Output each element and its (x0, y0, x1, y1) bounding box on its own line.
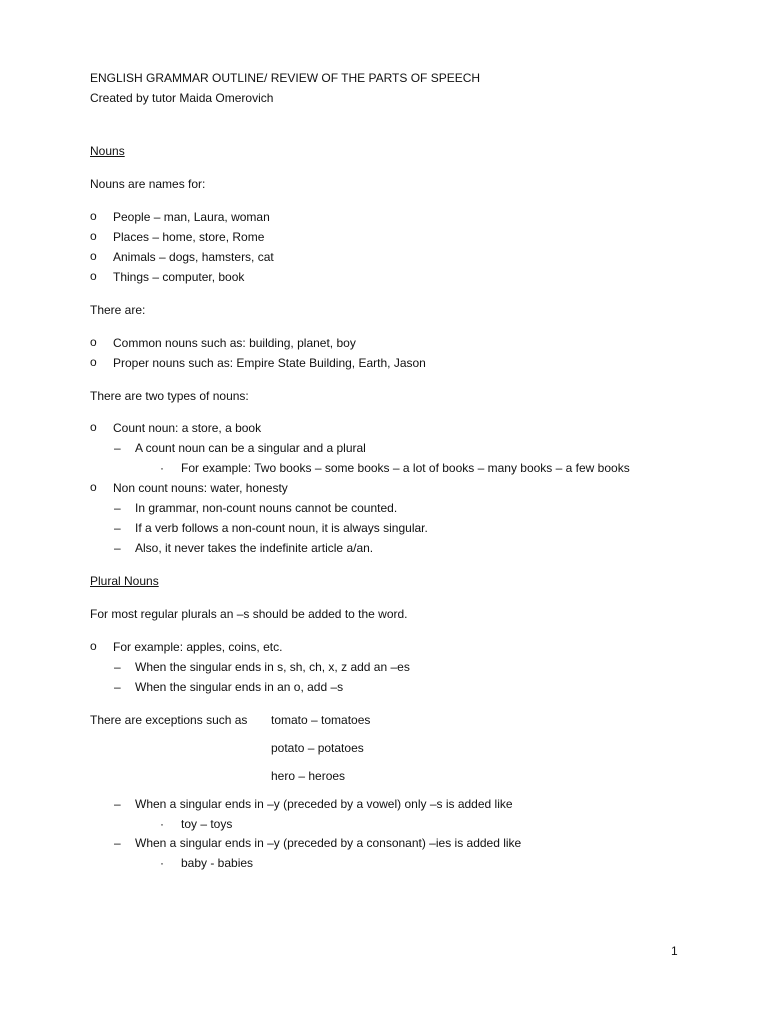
list-subitem: If a verb follows a non-count noun, it is always singular. (135, 521, 428, 535)
circle-bullet-icon: o (90, 209, 97, 223)
square-bullet-icon: · (160, 461, 164, 475)
list-item: For example: apples, coins, etc. (113, 640, 283, 654)
dash-icon: – (114, 501, 121, 515)
dash-icon: – (114, 441, 121, 455)
nouns-intro: Nouns are names for: (90, 177, 206, 191)
dash-icon: – (114, 660, 121, 674)
there-are-label: There are: (90, 303, 146, 317)
square-bullet-icon: · (160, 856, 164, 870)
dash-icon: – (114, 680, 121, 694)
dash-icon: – (114, 521, 121, 535)
circle-bullet-icon: o (90, 249, 97, 263)
two-types-intro: There are two types of nouns: (90, 389, 249, 403)
plural-nouns-heading: Plural Nouns (90, 574, 159, 588)
dash-icon: – (114, 797, 121, 811)
list-subitem: When a singular ends in –y (preceded by a vowel) only –s is added like (135, 797, 513, 811)
list-item: Common nouns such as: building, planet, boy (113, 336, 356, 350)
circle-bullet-icon: o (90, 229, 97, 243)
circle-bullet-icon: o (90, 480, 97, 494)
dash-icon: – (114, 541, 121, 555)
document-title: ENGLISH GRAMMAR OUTLINE/ REVIEW OF THE PARTS OF SPEECH (90, 71, 481, 85)
list-subitem: When the singular ends in an o, add –s (135, 680, 344, 694)
exception-item: hero – heroes (271, 769, 346, 783)
exception-item: tomato – tomatoes (271, 713, 371, 727)
count-noun-item: Count noun: a store, a book (113, 421, 262, 435)
list-subitem: When the singular ends in s, sh, ch, x, z add an –es (135, 660, 410, 674)
circle-bullet-icon: o (90, 420, 97, 434)
list-item: People – man, Laura, woman (113, 210, 270, 224)
circle-bullet-icon: o (90, 269, 97, 283)
exception-item: potato – potatoes (271, 741, 364, 755)
square-bullet-icon: · (160, 817, 164, 831)
noncount-noun-item: Non count nouns: water, honesty (113, 481, 288, 495)
list-subitem: In grammar, non-count nouns cannot be counted. (135, 501, 398, 515)
circle-bullet-icon: o (90, 335, 97, 349)
rule-example: toy – toys (181, 817, 233, 831)
list-subitem: A count noun can be a singular and a plural (135, 441, 366, 455)
list-item: Proper nouns such as: Empire State Building, Earth, Jason (113, 356, 426, 370)
author-line: Created by tutor Maida Omerovich (90, 91, 274, 105)
list-item: Things – computer, book (113, 270, 245, 284)
exceptions-label: There are exceptions such as (90, 713, 248, 727)
list-item: Animals – dogs, hamsters, cat (113, 250, 274, 264)
dash-icon: – (114, 836, 121, 850)
list-subitem: When a singular ends in –y (preceded by a consonant) –ies is added like (135, 836, 522, 850)
nouns-heading: Nouns (90, 144, 125, 158)
page-number: 1 (671, 944, 678, 958)
list-subitem: Also, it never takes the indefinite article a/an. (135, 541, 374, 555)
circle-bullet-icon: o (90, 639, 97, 653)
plural-intro: For most regular plurals an –s should be added to the word. (90, 607, 408, 621)
count-noun-example: For example: Two books – some books – a lot of books – many books – a few books (181, 461, 630, 475)
rule-example: baby - babies (181, 856, 254, 870)
circle-bullet-icon: o (90, 355, 97, 369)
list-item: Places – home, store, Rome (113, 230, 265, 244)
